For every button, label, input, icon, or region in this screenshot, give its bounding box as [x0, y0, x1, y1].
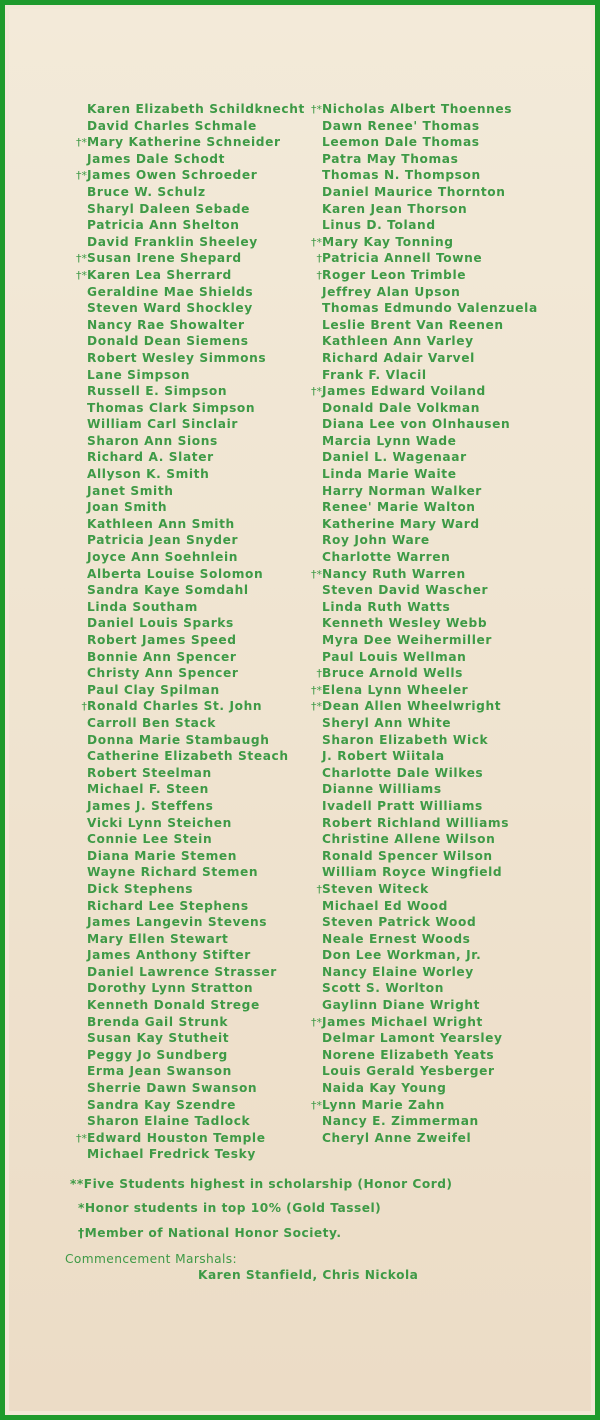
graduate-list-item	[305, 732, 535, 749]
graduate-name: Robert Wesley Simmons	[87, 350, 267, 365]
graduate-list-item	[70, 317, 300, 334]
graduate-list-item	[305, 698, 535, 715]
graduate-name: Dorothy Lynn Stratton	[87, 981, 254, 996]
graduate-name: Christine Allene Wilson	[322, 832, 496, 847]
graduate-list-item	[70, 931, 300, 948]
graduate-name: Brenda Gail Strunk	[87, 1014, 229, 1029]
graduate-list-item	[305, 848, 535, 865]
graduate-name: Richard Adair Varvel	[322, 350, 475, 365]
graduate-list-item	[70, 748, 300, 765]
graduate-list-item	[70, 284, 300, 301]
graduate-list-item	[70, 798, 300, 815]
graduate-name: William Carl Sinclair	[87, 417, 238, 432]
graduate-list-item	[70, 516, 300, 533]
graduate-list-item	[70, 167, 300, 184]
graduate-list-item	[70, 1063, 300, 1080]
graduate-name: Joyce Ann Soehnlein	[87, 550, 239, 565]
graduate-name: Katherine Mary Ward	[322, 516, 480, 531]
graduate-list-item	[305, 1047, 535, 1064]
honor-mark: †*	[311, 567, 322, 581]
graduate-name: Charlotte Dale Wilkes	[322, 765, 484, 780]
graduate-list-item	[305, 765, 535, 782]
graduate-list-item	[70, 134, 300, 151]
graduate-list-item	[305, 416, 535, 433]
graduate-list-item	[305, 964, 535, 981]
graduate-list-item	[70, 632, 300, 649]
graduate-list-item	[70, 367, 300, 384]
graduate-list-item	[305, 881, 535, 898]
graduate-list-item	[305, 615, 535, 632]
honor-mark: †	[81, 700, 87, 714]
graduate-list-item	[305, 201, 535, 218]
graduate-name: Ronald Spencer Wilson	[322, 848, 493, 863]
graduate-list-item	[305, 400, 535, 417]
graduate-list-item	[70, 1097, 300, 1114]
graduate-name: Sharon Ann Sions	[87, 433, 218, 448]
graduate-list-item	[305, 383, 535, 400]
honor-mark: †*	[76, 136, 87, 150]
graduate-list-item	[305, 151, 535, 168]
graduate-list-item	[70, 831, 300, 848]
graduate-list-item	[305, 118, 535, 135]
graduate-name: Bruce W. Schulz	[87, 184, 206, 199]
graduate-list-item	[70, 217, 300, 234]
graduate-name: James Michael Wright	[322, 1014, 483, 1029]
graduate-list-item	[70, 1130, 300, 1147]
graduate-name: Steven David Wascher	[322, 583, 489, 598]
graduate-list-item	[70, 151, 300, 168]
graduate-name: Steven Ward Shockley	[87, 301, 253, 316]
graduate-name: Nancy Ruth Warren	[322, 566, 466, 581]
graduate-list-item	[305, 1097, 535, 1114]
graduate-list-item	[305, 483, 535, 500]
graduate-name: Frank F. Vlacil	[322, 367, 427, 382]
graduate-name: Elena Lynn Wheeler	[322, 682, 469, 697]
graduate-name: Louis Gerald Yesberger	[322, 1064, 495, 1079]
graduate-name: Paul Louis Wellman	[322, 649, 467, 664]
graduate-list-item	[70, 881, 300, 898]
graduate-list-item	[305, 1080, 535, 1097]
graduate-name: Sharon Elaine Tadlock	[87, 1114, 251, 1129]
graduate-name: Myra Dee Weihermiller	[322, 633, 492, 647]
graduate-name: Ivadell Pratt Williams	[322, 798, 483, 813]
graduate-list-item	[70, 898, 300, 915]
graduate-name: Daniel Maurice Thornton	[322, 184, 506, 199]
graduate-name: Leemon Dale Thomas	[322, 135, 480, 150]
graduate-name: Michael F. Steen	[87, 782, 209, 797]
graduate-name: Allyson K. Smith	[87, 467, 210, 482]
graduate-name: Richard Lee Stephens	[87, 898, 249, 913]
graduate-list-item	[305, 947, 535, 964]
graduate-name: Russell E. Simpson	[87, 384, 228, 399]
graduate-name: Alberta Louise Solomon	[87, 566, 264, 581]
graduate-name: Diana Lee von Olnhausen	[322, 417, 511, 432]
graduate-list-item	[305, 898, 535, 915]
graduate-list-item	[70, 665, 300, 682]
graduate-list-item	[70, 333, 300, 350]
graduate-list-item	[305, 333, 535, 350]
graduate-name: Sharyl Daleen Sebade	[87, 201, 251, 216]
graduate-name: Sharon Elizabeth Wick	[322, 732, 489, 747]
graduate-name: Catherine Elizabeth Steach	[87, 749, 289, 764]
graduate-name: Susan Irene Shepard	[87, 251, 242, 266]
graduate-name: Steven Witeck	[322, 881, 429, 896]
graduate-list-item	[305, 184, 535, 201]
graduate-name: William Royce Wingfield	[322, 865, 503, 880]
graduate-name: Don Lee Workman, Jr.	[322, 948, 482, 963]
graduate-name: Kathleen Ann Smith	[87, 516, 235, 531]
graduate-list-item	[305, 532, 535, 549]
graduate-name: Dick Stephens	[87, 881, 194, 896]
graduate-list-item	[305, 234, 535, 251]
graduate-name: Robert Steelman	[87, 765, 212, 780]
graduate-list-item	[305, 649, 535, 666]
graduate-name: Richard A. Slater	[87, 450, 214, 465]
graduate-name: James J. Steffens	[87, 798, 214, 813]
graduate-list-item	[70, 980, 300, 997]
graduate-name: Lynn Marie Zahn	[322, 1097, 445, 1112]
graduate-list-item	[305, 350, 535, 367]
graduate-list-item	[305, 914, 535, 931]
graduate-list-item	[305, 466, 535, 483]
graduate-name: Diana Marie Stemen	[87, 848, 238, 863]
graduate-list-item	[70, 1080, 300, 1097]
graduate-list-item	[305, 931, 535, 948]
graduate-list-item	[70, 433, 300, 450]
graduate-name: Mary Katherine Schneider	[87, 135, 281, 150]
graduate-name: Janet Smith	[87, 483, 174, 498]
graduate-name: Dean Allen Wheelwright	[322, 699, 502, 714]
graduate-list-item	[305, 516, 535, 533]
graduate-name: Christy Ann Spencer	[87, 666, 239, 681]
graduate-list-item	[70, 201, 300, 218]
graduate-list-item	[305, 815, 535, 832]
graduate-list-item	[70, 815, 300, 832]
graduate-list-item	[70, 250, 300, 267]
graduate-list-item	[305, 549, 535, 566]
graduate-name: Thomas N. Thompson	[322, 168, 481, 183]
graduate-name: Karen Jean Thorson	[322, 201, 468, 216]
graduate-list-item	[70, 698, 300, 715]
graduate-name: Patra May Thomas	[322, 151, 459, 166]
graduate-list-item	[70, 350, 300, 367]
graduate-list-item	[305, 715, 535, 732]
graduate-name: James Langevin Stevens	[87, 915, 268, 930]
graduate-list-item	[70, 947, 300, 964]
graduate-list-item	[305, 599, 535, 616]
graduate-name: James Owen Schroeder	[87, 168, 258, 183]
graduate-name: Thomas Edmundo Valenzuela	[322, 301, 538, 316]
honor-mark: †	[316, 268, 322, 282]
graduate-list-item	[70, 416, 300, 433]
graduate-list-item	[70, 682, 300, 699]
graduate-list-item	[305, 1063, 535, 1080]
graduate-list-item	[305, 250, 535, 267]
graduate-name: Norene Elizabeth Yeats	[322, 1047, 495, 1062]
graduate-list-item	[305, 566, 535, 583]
honor-mark: †*	[311, 235, 322, 249]
graduate-list-item	[305, 1030, 535, 1047]
graduate-name: Roy John Ware	[322, 533, 430, 548]
graduate-list-item	[305, 781, 535, 798]
honor-mark: †	[316, 882, 322, 896]
right-name-column	[305, 101, 538, 1146]
graduate-name: Linus D. Toland	[322, 218, 436, 233]
left-name-column	[70, 101, 305, 1163]
graduate-list-item	[70, 599, 300, 616]
graduate-name: Ronald Charles St. John	[87, 699, 263, 714]
commencement-marshals-label: Commencement Marshals:	[65, 1252, 238, 1266]
graduate-name: Kenneth Wesley Webb	[322, 616, 488, 631]
honor-mark: †*	[311, 1015, 322, 1029]
graduate-name: Dianne Williams	[322, 782, 442, 797]
graduate-name: Harry Norman Walker	[322, 483, 482, 498]
honor-mark: †*	[76, 268, 87, 282]
graduate-name: Gaylinn Diane Wright	[322, 998, 481, 1013]
graduate-name: Daniel Louis Sparks	[87, 616, 234, 631]
graduate-name: Linda Ruth Watts	[322, 599, 451, 614]
graduate-list-item	[70, 101, 305, 118]
honor-mark: †*	[76, 252, 87, 266]
graduate-list-item	[305, 665, 535, 682]
legend-honor-cord: **Five Students highest in scholarship (Honor Cord)	[70, 1177, 453, 1191]
graduate-name: Marcia Lynn Wade	[322, 433, 457, 448]
graduate-name: Robert James Speed	[87, 633, 237, 647]
graduate-list-item	[305, 101, 535, 118]
graduate-name: Karen Elizabeth Schildknecht	[87, 102, 305, 116]
graduate-name: Donald Dale Volkman	[322, 400, 480, 415]
graduate-list-item	[70, 715, 300, 732]
graduate-name: Michael Fredrick Tesky	[87, 1147, 256, 1162]
graduate-name: Michael Ed Wood	[322, 898, 448, 913]
graduate-name: Scott S. Worlton	[322, 981, 444, 996]
graduate-name: Sherrie Dawn Swanson	[87, 1081, 258, 1096]
graduate-list-item	[305, 449, 535, 466]
graduate-list-item	[305, 317, 535, 334]
graduate-name: Robert Richland Williams	[322, 815, 510, 830]
graduate-list-item	[70, 864, 300, 881]
graduate-list-item	[305, 1014, 535, 1031]
honor-mark: †*	[311, 700, 322, 714]
graduate-name: Roger Leon Trimble	[322, 267, 467, 282]
graduate-name: Donald Dean Siemens	[87, 334, 249, 349]
graduate-name: Sheryl Ann White	[322, 715, 452, 730]
honor-mark: †*	[311, 103, 322, 116]
graduate-list-item	[70, 649, 300, 666]
graduate-list-item	[70, 234, 300, 251]
graduate-name: Delmar Lamont Yearsley	[322, 1031, 503, 1046]
graduate-list-item	[70, 615, 300, 632]
graduate-list-item	[70, 964, 300, 981]
honor-mark: †*	[311, 1098, 322, 1112]
graduate-list-item	[70, 532, 300, 549]
graduate-name: Mary Ellen Stewart	[87, 931, 229, 946]
graduate-list-item	[305, 798, 535, 815]
graduate-list-item	[70, 765, 300, 782]
graduate-name: Nicholas Albert Thoennes	[322, 102, 513, 116]
graduate-name: Patricia Jean Snyder	[87, 533, 239, 548]
graduate-name: Joan Smith	[87, 500, 168, 515]
graduate-name: Peggy Jo Sundberg	[87, 1047, 228, 1062]
graduate-name: Karen Lea Sherrard	[87, 267, 232, 282]
graduate-name: Daniel Lawrence Strasser	[87, 964, 277, 979]
graduate-list-item	[70, 1113, 300, 1130]
graduate-name: Mary Kay Tonning	[322, 234, 454, 249]
graduate-list-item	[305, 217, 535, 234]
graduate-list-item	[305, 831, 535, 848]
graduate-list-item	[305, 134, 535, 151]
graduate-name: J. Robert Wiitala	[322, 749, 445, 764]
graduate-name: Sandra Kay Szendre	[87, 1097, 236, 1112]
graduate-list-item	[305, 367, 535, 384]
graduate-name: Nancy E. Zimmerman	[322, 1114, 479, 1129]
graduate-name: Dawn Renee' Thomas	[322, 118, 480, 133]
graduate-name: Nancy Elaine Worley	[322, 964, 474, 979]
graduate-name: David Franklin Sheeley	[87, 234, 258, 249]
graduate-list-item	[305, 582, 535, 599]
graduate-name: Charlotte Warren	[322, 550, 451, 565]
graduate-list-item	[70, 848, 300, 865]
graduate-list-item	[70, 1030, 300, 1047]
graduate-name: Kathleen Ann Varley	[322, 334, 474, 349]
graduate-list-item	[305, 284, 535, 301]
graduate-list-item	[305, 1130, 535, 1147]
graduate-list-item	[305, 748, 535, 765]
commencement-marshals-names: Karen Stanfield, Chris Nickola	[198, 1268, 419, 1282]
graduate-name: Erma Jean Swanson	[87, 1064, 232, 1079]
honor-mark: †*	[311, 683, 322, 697]
graduate-name: Neale Ernest Woods	[322, 931, 471, 946]
graduate-list-item	[70, 732, 300, 749]
graduate-name: Donna Marie Stambaugh	[87, 732, 270, 747]
graduate-list-item	[70, 466, 300, 483]
graduate-list-item	[70, 400, 300, 417]
graduate-name: Edward Houston Temple	[87, 1130, 266, 1145]
graduate-list-item	[70, 118, 300, 135]
graduate-name: Cheryl Anne Zweifel	[322, 1130, 472, 1145]
graduate-list-item	[70, 483, 300, 500]
graduate-name: Nancy Rae Showalter	[87, 317, 245, 332]
graduate-list-item	[70, 267, 300, 284]
graduate-name: James Edward Voiland	[322, 384, 486, 399]
legend-national-honor-society: †Member of National Honor Society.	[78, 1226, 342, 1240]
honor-mark: †*	[76, 169, 87, 183]
graduate-list-item	[70, 1014, 300, 1031]
graduate-list-item	[305, 300, 538, 317]
graduate-list-item	[305, 499, 535, 516]
graduate-list-item	[70, 781, 300, 798]
graduate-name: James Dale Schodt	[87, 151, 226, 166]
graduate-name: Bonnie Ann Spencer	[87, 649, 237, 664]
legend-gold-tassel: *Honor students in top 10% (Gold Tassel)	[78, 1201, 382, 1215]
graduate-name: Lane Simpson	[87, 367, 191, 382]
graduate-name: Daniel L. Wagenaar	[322, 450, 467, 465]
graduate-name: Leslie Brent Van Reenen	[322, 317, 504, 332]
graduate-list-item	[70, 914, 300, 931]
graduate-list-item	[70, 582, 300, 599]
graduate-name: Patricia Ann Shelton	[87, 218, 240, 233]
graduate-list-item	[305, 1113, 535, 1130]
graduate-name: David Charles Schmale	[87, 118, 257, 133]
graduate-list-item	[70, 499, 300, 516]
graduate-list-item	[70, 449, 300, 466]
graduate-list-item	[70, 184, 300, 201]
graduate-name: Kenneth Donald Strege	[87, 998, 260, 1013]
graduate-list-item	[70, 300, 300, 317]
graduate-name: Connie Lee Stein	[87, 832, 213, 847]
honor-mark: †*	[76, 1131, 87, 1145]
honor-mark: †	[316, 252, 322, 266]
graduate-name: Paul Clay Spilman	[87, 682, 220, 697]
graduate-list-item	[70, 1146, 300, 1163]
graduate-name: Steven Patrick Wood	[322, 915, 477, 930]
graduate-name: Geraldine Mae Shields	[87, 284, 254, 299]
graduate-name: Wayne Richard Stemen	[87, 865, 259, 880]
honor-mark: †	[316, 667, 322, 681]
graduate-list-item	[70, 566, 300, 583]
graduate-list-item	[70, 549, 300, 566]
graduate-name: James Anthony Stifter	[87, 948, 251, 963]
graduate-name: Jeffrey Alan Upson	[322, 284, 461, 299]
graduate-name: Bruce Arnold Wells	[322, 666, 464, 681]
graduate-name: Susan Kay Stutheit	[87, 1031, 230, 1046]
graduate-list-item	[305, 632, 535, 649]
honor-mark: †*	[311, 385, 322, 399]
graduate-name: Renee' Marie Walton	[322, 500, 476, 515]
graduate-list-item	[305, 997, 535, 1014]
graduate-name: Carroll Ben Stack	[87, 715, 216, 730]
graduate-name: Thomas Clark Simpson	[87, 400, 256, 415]
graduate-name: Linda Southam	[87, 599, 198, 614]
graduate-list-item	[70, 1047, 300, 1064]
graduate-list-item	[70, 383, 300, 400]
graduate-name: Patricia Annell Towne	[322, 251, 483, 266]
graduate-name: Linda Marie Waite	[322, 467, 457, 482]
graduate-name: Naida Kay Young	[322, 1081, 447, 1096]
graduate-list-item	[305, 980, 535, 997]
graduate-list-item	[70, 997, 300, 1014]
graduate-list-item	[305, 433, 535, 450]
graduate-list-item	[305, 864, 535, 881]
graduate-name: Sandra Kaye Somdahl	[87, 583, 249, 598]
graduate-name: Vicki Lynn Steichen	[87, 815, 232, 830]
graduate-list-item	[305, 682, 535, 699]
graduate-list-item	[305, 167, 535, 184]
graduate-list-item	[305, 267, 535, 284]
